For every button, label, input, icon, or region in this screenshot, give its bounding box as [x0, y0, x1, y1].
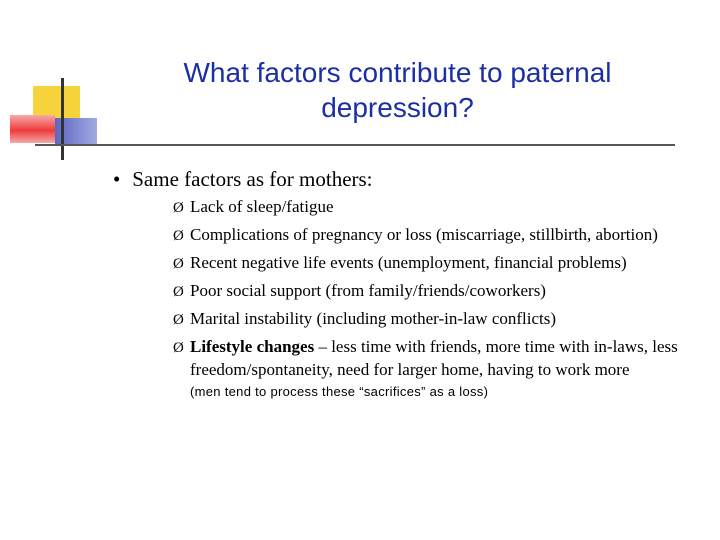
- arrow-bullet-icon: Ø: [173, 340, 184, 356]
- slide-title: What factors contribute to paternal depression?: [183, 57, 612, 123]
- arrow-bullet-icon: Ø: [173, 256, 184, 272]
- decor-vertical-line: [61, 78, 64, 160]
- main-bullet: [113, 166, 373, 192]
- list-item-text: Marital instability (including mother-in-law conflicts): [190, 309, 557, 328]
- footnote: (men tend to process these “sacrifices” as a loss): [190, 384, 489, 399]
- list-item-text: Poor social support (from family/friends/coworkers): [190, 281, 546, 300]
- arrow-bullet-icon: Ø: [173, 284, 184, 300]
- bullet-marker: •: [113, 167, 121, 191]
- lifestyle-text: – less time with friends, more time with in-laws, less freedom/spontaneity, need for larger home, having to work more: [190, 337, 678, 379]
- sub-bullet-list: [173, 196, 703, 400]
- list-item: [173, 252, 703, 275]
- arrow-bullet-icon: Ø: [173, 312, 184, 328]
- main-bullet-text: Same factors as for mothers:: [132, 167, 373, 191]
- list-item: [173, 308, 703, 331]
- title-divider: [35, 144, 675, 146]
- list-item-text: Recent negative life events (unemployment, financial problems): [190, 253, 627, 272]
- list-item-lifestyle: [173, 336, 703, 380]
- list-item-text: Lack of sleep/fatigue: [190, 197, 334, 216]
- arrow-bullet-icon: Ø: [173, 200, 184, 216]
- decor-red-bar: [10, 115, 55, 143]
- lifestyle-heading: Lifestyle changes: [190, 337, 315, 356]
- list-item: [173, 196, 703, 219]
- list-item: [173, 280, 703, 303]
- arrow-bullet-icon: Ø: [173, 228, 184, 244]
- list-item-text: Complications of pregnancy or loss (miscarriage, stillbirth, abortion): [190, 225, 658, 244]
- list-item: [173, 224, 703, 247]
